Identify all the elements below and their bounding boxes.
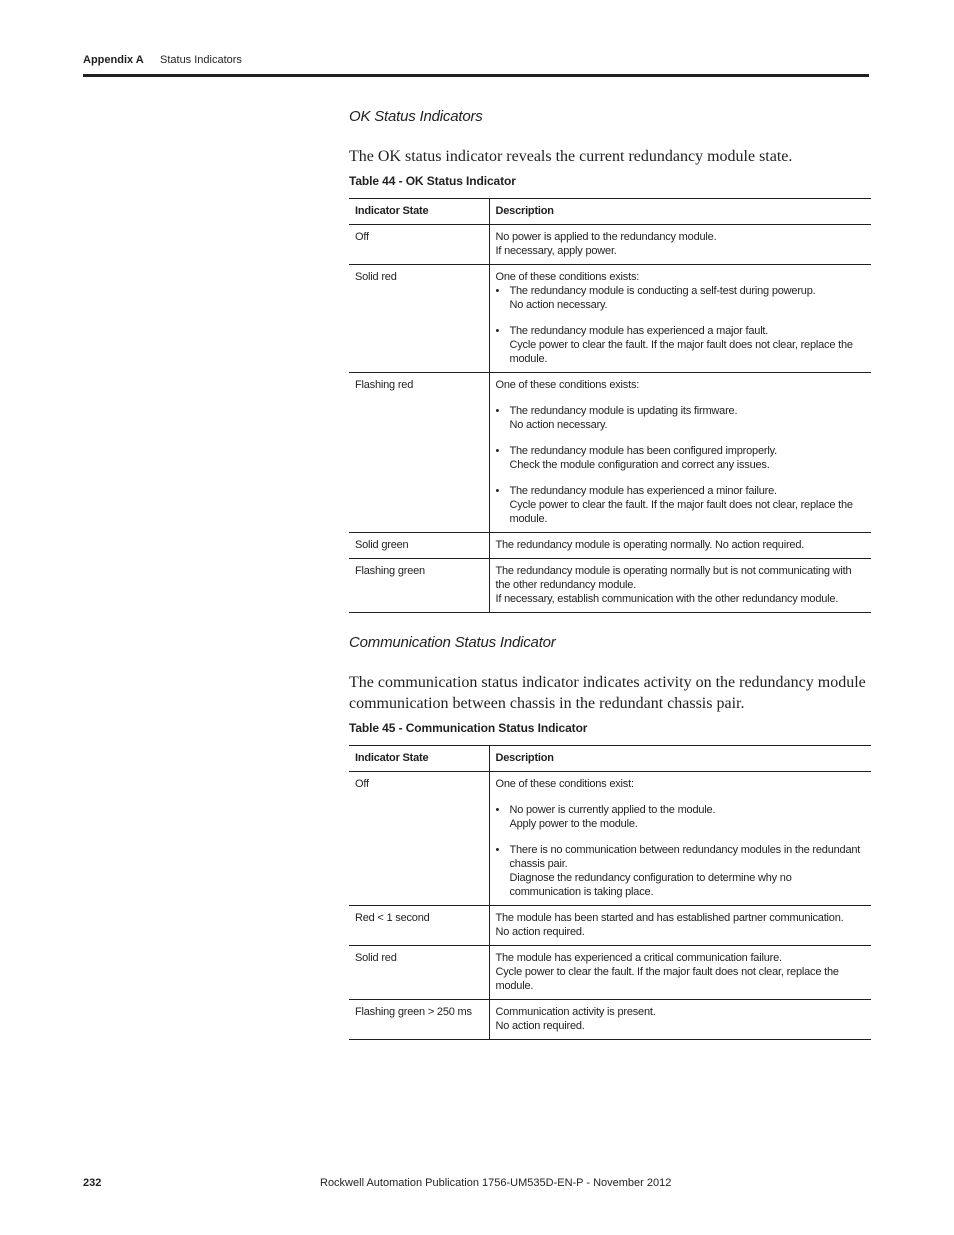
description-text: One of these conditions exists: [495,271,640,283]
action-text: Diagnose the redundancy configuration to determine why no communication is taking place. [509,872,792,898]
main-content [349,108,872,1040]
description-cell [489,559,871,613]
table-row [349,265,871,373]
bullet-icon: • [495,445,500,457]
table-row [349,1000,871,1040]
description-text: No power is applied to the redundancy module. [495,231,717,243]
indicator-state-cell: Off [349,772,489,906]
description-text: No action required. [495,926,585,938]
bullet-item [496,444,866,458]
description-text: The module has been started and has established partner communication. [495,912,844,924]
section-label: Status Indicators [160,54,242,66]
page-header [83,53,869,77]
bullet-text: The redundancy module has been configured improperly. [509,445,777,457]
indicator-state-cell: Solid red [349,946,489,1000]
description-text: Communication activity is present. [495,1006,656,1018]
appendix-label: Appendix A [83,54,144,66]
bullet-item [496,484,866,498]
comm-table-body [349,746,871,1040]
action-text: No action necessary. [509,419,608,431]
description-text: No action required. [495,1020,585,1032]
bullet-text: The redundancy module is conducting a self-test during powerup. [509,285,816,297]
bullet-icon: • [495,804,500,816]
description-text: The redundancy module is operating normally but is not communicating with the other redundancy module. [495,565,852,591]
indicator-state-cell: Flashing red [349,373,489,533]
table-row [349,559,871,613]
bullet-item [496,284,866,298]
ok-table-caption: Table 44 - OK Status Indicator [349,174,516,188]
table-row [349,906,871,946]
description-text: The module has experienced a critical communication failure. [495,952,782,964]
action-text: Check the module configuration and correct any issues. [509,459,770,471]
ok-section-title: OK Status Indicators [349,108,483,125]
table-row [349,373,871,533]
description-text: One of these conditions exists: [495,379,640,391]
bullet-icon: • [495,285,500,297]
spacer [496,472,866,484]
action-text: No action necessary. [509,299,608,311]
description-text: One of these conditions exist: [495,778,634,790]
bullet-text: The redundancy module is updating its firmware. [509,405,738,417]
bullet-item [496,843,866,871]
bullet-item [496,404,866,418]
description-text: If necessary, establish communication with the other redundancy module. [495,593,839,605]
bullet-icon: • [495,325,500,337]
column-header: Description [489,199,871,225]
description-text: The redundancy module is operating normally. No action required. [495,539,805,551]
description-cell [489,946,871,1000]
description-text: If necessary, apply power. [495,245,617,257]
bullet-item [496,324,866,338]
indicator-state-cell: Flashing green [349,559,489,613]
comm-section-title: Communication Status Indicator [349,634,556,651]
bullet-icon: • [495,844,500,856]
description-cell [489,225,871,265]
column-header: Description [489,746,871,772]
column-header: Indicator State [349,199,489,225]
publication-info: Rockwell Automation Publication 1756-UM535D-EN-P - November 2012 [320,1177,672,1189]
table-row [349,772,871,906]
comm-table-caption: Table 45 - Communication Status Indicator [349,721,588,735]
spacer [496,791,866,803]
table-header-row [349,746,871,772]
indicator-state-cell: Off [349,225,489,265]
indicator-state-cell: Flashing green > 250 ms [349,1000,489,1040]
comm-status-table [349,745,871,1040]
bullet-text: The redundancy module has experienced a major fault. [509,325,769,337]
description-cell [489,373,871,533]
indicator-state-cell: Solid green [349,533,489,559]
description-cell [489,1000,871,1040]
ok-table-body [349,199,871,613]
bullet-text: The redundancy module has experienced a minor failure. [509,485,777,497]
column-header: Indicator State [349,746,489,772]
page-number: 232 [83,1177,102,1189]
table-row [349,946,871,1000]
description-cell [489,533,871,559]
comm-intro-text: The communication status indicator indicates activity on the redundancy module communication between chassis in the redundant chassis pair. [349,674,866,712]
description-text: Cycle power to clear the fault. If the major fault does not clear, replace the module. [495,966,839,992]
bullet-text: There is no communication between redundancy modules in the redundant chassis pair. [509,844,861,870]
table-header-row [349,199,871,225]
action-text: Cycle power to clear the fault. If the major fault does not clear, replace the module. [509,339,853,365]
ok-intro-text: The OK status indicator reveals the current redundancy module state. [349,148,793,165]
table-row [349,225,871,265]
description-cell [489,265,871,373]
action-text: Apply power to the module. [509,818,638,830]
spacer [496,312,866,324]
bullet-text: No power is currently applied to the module. [509,804,716,816]
table-row [349,533,871,559]
description-cell [489,906,871,946]
spacer [496,392,866,404]
bullet-icon: • [495,405,500,417]
indicator-state-cell: Solid red [349,265,489,373]
ok-status-table [349,198,871,613]
action-text: Cycle power to clear the fault. If the major fault does not clear, replace the module. [509,499,853,525]
bullet-icon: • [495,485,500,497]
spacer [496,831,866,843]
spacer [496,432,866,444]
indicator-state-cell: Red < 1 second [349,906,489,946]
bullet-item [496,803,866,817]
description-cell [489,772,871,906]
